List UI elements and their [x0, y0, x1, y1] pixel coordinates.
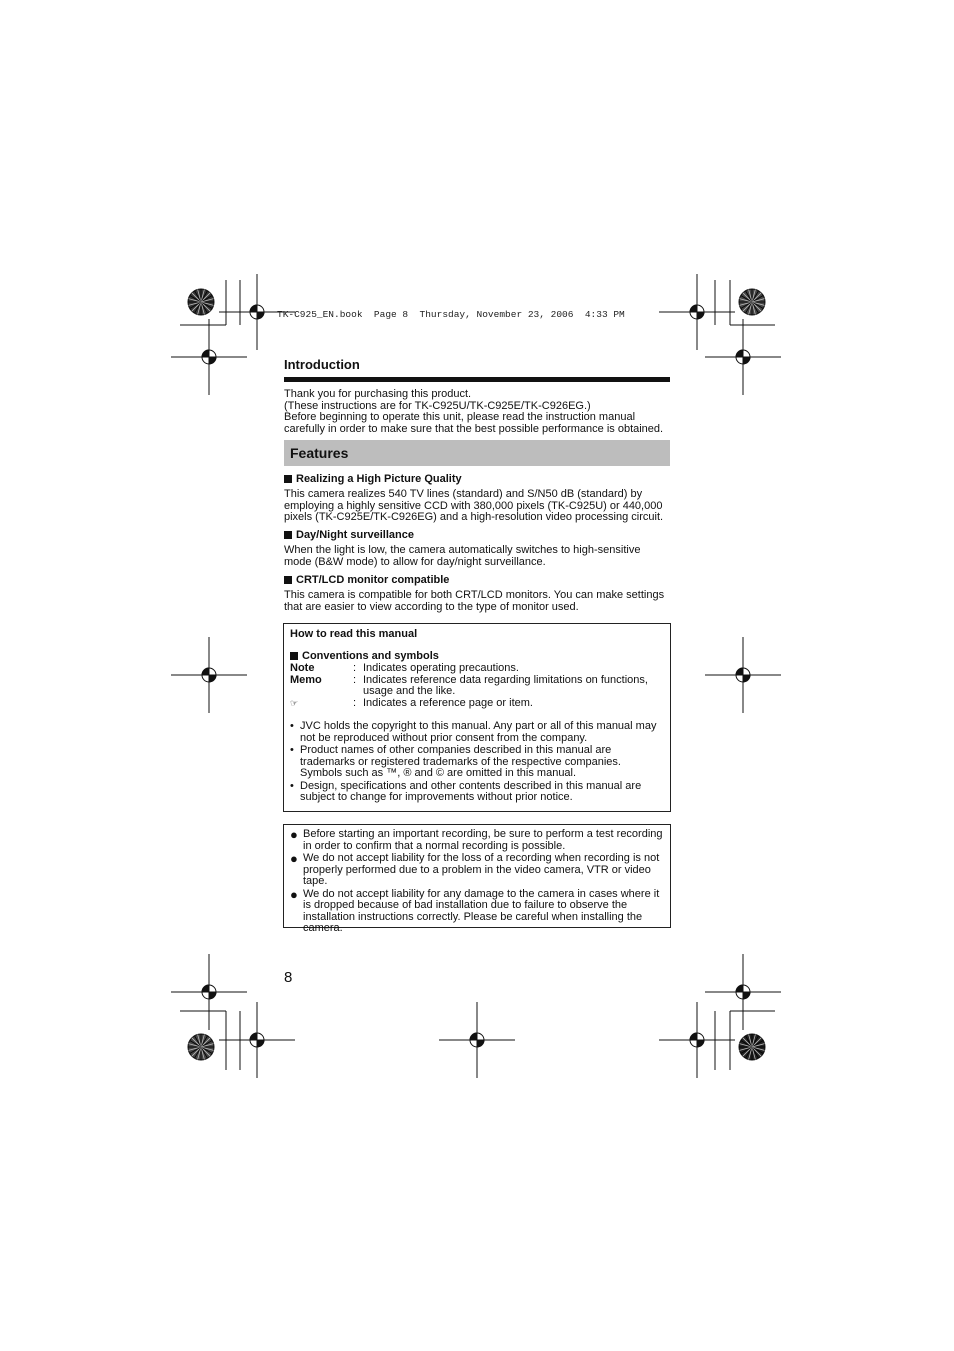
feature-line: mode (B&W mode) to allow for day/night surveillance.: [284, 555, 546, 568]
convention-row: [290, 663, 660, 675]
caution-bullets: [290, 829, 666, 936]
registration-target-icon: [171, 954, 247, 1030]
intro-line: carefully in order to make sure that the best possible performance is obtained.: [284, 422, 664, 435]
section-title: Introduction: [284, 357, 360, 372]
list-item: [290, 781, 664, 804]
intro-line: Thank you for purchasing this product.: [284, 388, 472, 400]
conventions-heading: [290, 650, 439, 662]
convention-row: [290, 675, 660, 698]
feature-heading: [284, 473, 462, 485]
rosette-icon: [739, 1034, 765, 1060]
square-bullet-icon: [284, 531, 292, 539]
convention-row: [290, 698, 660, 710]
registration-target-icon: [705, 954, 781, 1030]
section-rule: [284, 377, 670, 382]
bullet-text: Product names of other companies described in this manual are trademarks or registered trademarks of the respective companies. Symbols such as ™, ® and © are omitted in this manual.: [300, 744, 621, 779]
registration-target-icon: [439, 1002, 515, 1078]
feature-line: When the light is low, the camera automatically switches to high-sensitive: [284, 544, 641, 556]
intro-text: [284, 389, 674, 435]
conventions-heading-text: Conventions and symbols: [302, 650, 439, 662]
convention-colon: :: [353, 662, 357, 674]
bullet-icon: ●: [290, 851, 298, 866]
convention-key: Memo: [290, 673, 322, 686]
feature-heading: [284, 574, 449, 586]
manual-bullets: [290, 721, 664, 805]
registration-target-icon: [171, 319, 247, 395]
registration-target-icon: [705, 637, 781, 713]
feature-body: [284, 545, 674, 568]
slug-line: TK-C925_EN.book Page 8 Thursday, November 23, 2006 4:33 PM: [277, 309, 625, 320]
list-item: [290, 829, 666, 852]
feature-body: [284, 489, 674, 524]
rosette-icon: [188, 289, 214, 315]
manual-box-title: How to read this manual: [290, 628, 418, 640]
registration-target-icon: [659, 1002, 735, 1078]
rosette-icon: [739, 289, 765, 315]
feature-line: pixels (TK-C925E/TK-C926EG) and a high-resolution video processing circuit.: [284, 511, 664, 523]
bullet-icon: •: [290, 744, 294, 756]
convention-value: Indicates a reference page or item.: [363, 696, 533, 709]
manual-box: [283, 623, 671, 812]
reference-icon: ☞: [290, 697, 299, 708]
feature-heading-text: CRT/LCD monitor compatible: [296, 574, 450, 586]
caution-box: [283, 824, 671, 934]
square-bullet-icon: [284, 475, 292, 483]
square-bullet-icon: [290, 652, 298, 660]
features-band: [284, 440, 670, 466]
bullet-icon: •: [290, 779, 294, 792]
square-bullet-icon: [284, 576, 292, 584]
convention-value: Indicates operating precautions.: [363, 662, 519, 674]
convention-colon: :: [353, 696, 357, 709]
feature-line: This camera realizes 540 TV lines (standard) and S/N50 dB (standard) by: [284, 488, 643, 500]
feature-line: that are easier to view according to the type of monitor used.: [284, 600, 579, 613]
bullet-icon: ●: [290, 886, 298, 902]
list-item: [290, 721, 664, 744]
feature-heading-text: Realizing a High Picture Quality: [296, 473, 462, 485]
feature-line: employing a highly sensitive CCD with 380,000 pixels (TK-C925U) or 440,000: [284, 499, 663, 512]
list-item: [290, 886, 666, 935]
features-title: Features: [290, 445, 349, 461]
feature-line: This camera is compatible for both CRT/LCD monitors. You can make settings: [284, 589, 665, 601]
convention-value: Indicates reference data regarding limitations on functions, usage and the like.: [363, 673, 648, 697]
list-item: [290, 745, 664, 780]
list-item: [290, 853, 666, 888]
registration-target-icon: [659, 274, 735, 350]
convention-colon: :: [353, 673, 357, 686]
registration-target-icon: [171, 637, 247, 713]
convention-key: Note: [290, 662, 315, 674]
bullet-text: We do not accept liability for any damage to the camera in cases where it is dropped because of bad installation due to failure to observe the installation instructions correctly. Please be careful when installing the camera.: [303, 887, 660, 934]
page-number: 8: [284, 969, 293, 986]
conventions-list: [290, 663, 660, 709]
bullet-text: Before starting an important recording, be sure to perform a test recording in order to confirm that a normal recording is possible.: [303, 828, 663, 852]
rosette-icon: [188, 1034, 214, 1060]
bullet-text: Design, specifications and other contents described in this manual are subject to change for improvements without prior notice.: [300, 779, 642, 803]
intro-line: Before beginning to operate this unit, please read the instruction manual: [284, 411, 636, 423]
bullet-icon: •: [290, 720, 294, 732]
feature-heading-text: Day/Night surveillance: [296, 529, 414, 541]
bullet-icon: ●: [290, 827, 298, 842]
registration-target-icon: [705, 319, 781, 395]
bullet-text: JVC holds the copyright to this manual. Any part or all of this manual may not be reproduced without prior consent from the company.: [300, 720, 657, 744]
bullet-text: We do not accept liability for the loss of a recording when recording is not properly performed due to a problem in the video camera, VTR or video tape.: [303, 852, 660, 887]
registration-target-icon: [219, 1002, 295, 1078]
feature-body: [284, 590, 674, 613]
intro-line: (These instructions are for TK-C925U/TK-C925E/TK-C926EG.): [284, 399, 591, 412]
feature-heading: [284, 529, 414, 541]
